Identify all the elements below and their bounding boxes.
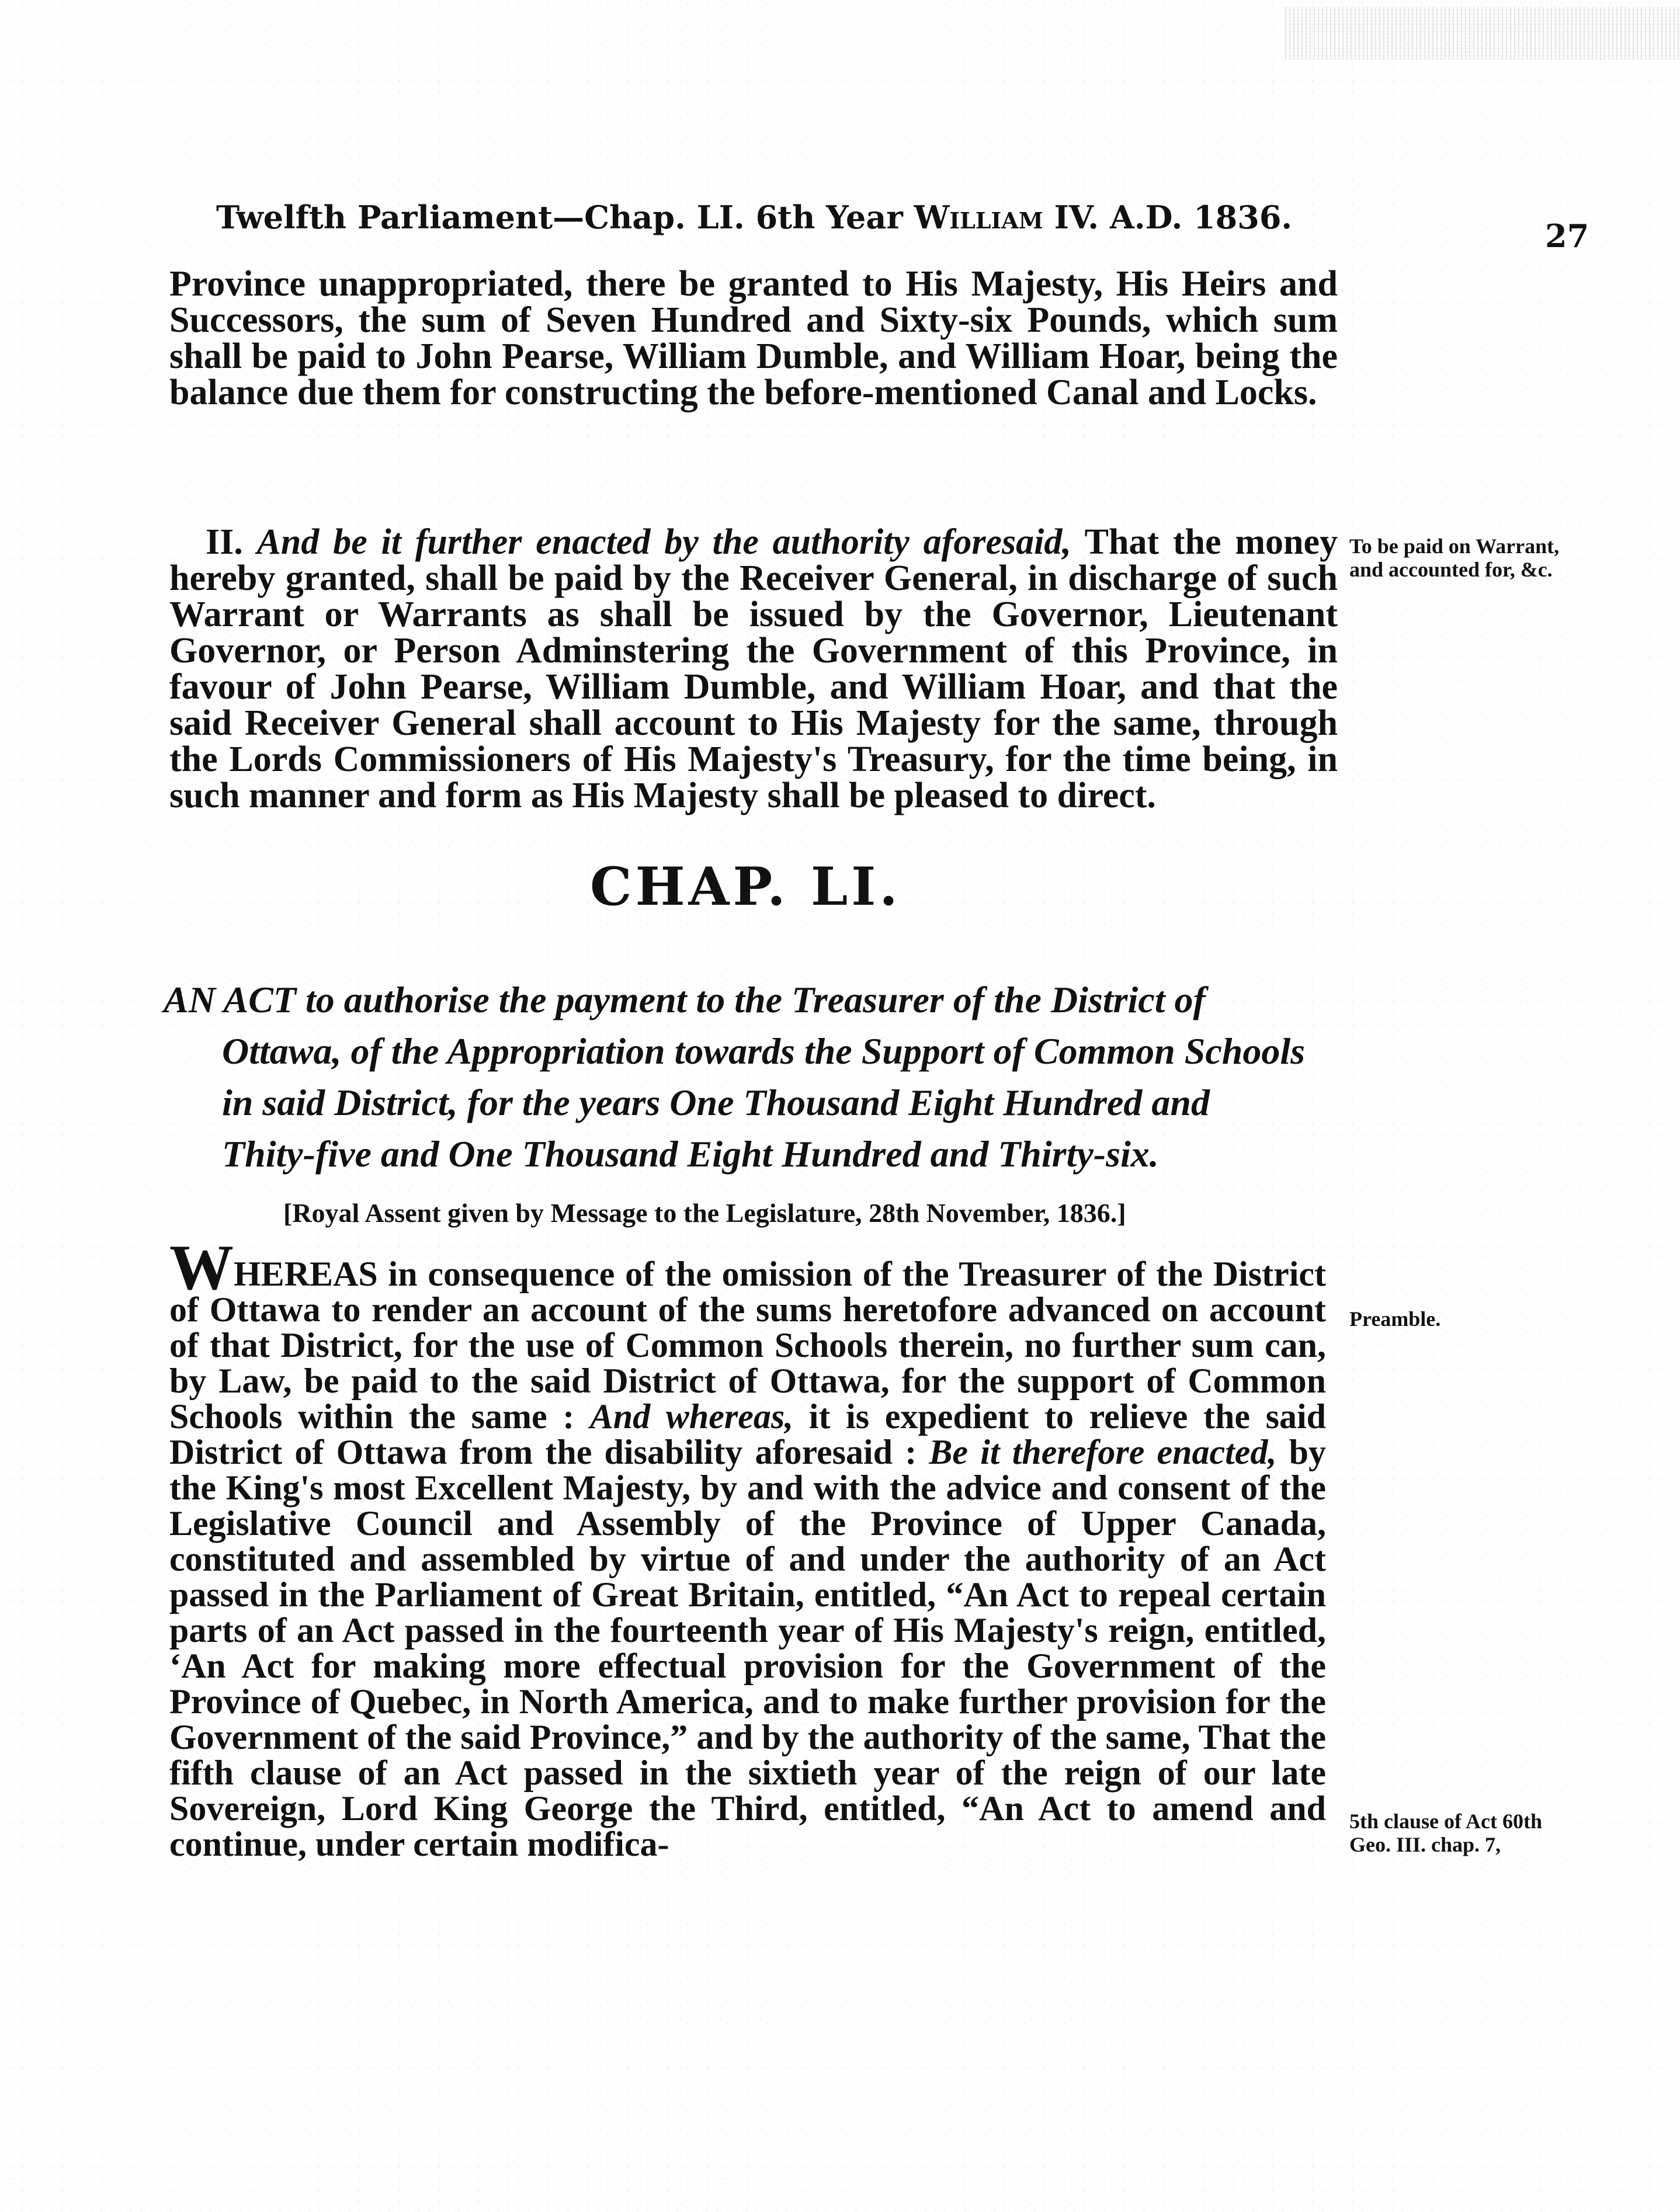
act-title-line: AN ACT to authorise the payment to the Treasurer of the District of [164,979,1206,1020]
royal-assent: [Royal Assent given by Message to the Legislature, 28th November, 1836.] [283,1198,1126,1228]
running-header [216,199,1326,236]
continuation-text: Province unappropriated, there be granted to His Majesty, His Heirs and Successors, the sum of Seven Hundred and Sixty-six Pounds, which sum shall be paid to John Pearse, William Dumble, and William Hoar, being the balance due them for constructing the before-mentioned Canal and Locks. [169,264,1338,412]
preamble-paragraph [169,1232,1326,1863]
page-number: 27 [1545,217,1589,255]
header-suffix: IV. A.D. 1836. [1043,199,1293,236]
act-title-line: Ottawa, of the Appropriation towards the Support of Common Schools [222,1030,1305,1072]
marginal-note-preamble: Preamble. [1349,1307,1441,1331]
first-word-rest: HEREAS [234,1255,378,1293]
continuation-paragraph [169,266,1338,411]
act-title-line: in said District, for the years One Thousand Eight Hundred and [222,1082,1210,1123]
preamble-text: in consequence of the omission of the Treasurer of the District of Ottawa to render an account of the sums heretofore advanced on account of that District, for the use of Common Schools therein, no further sum can, by Law, be paid to the said District of Ottawa, for the support of Common Schools within the same : [169,1255,1326,1436]
marginal-note-fifth-clause: 5th clause of Act 60th Geo. III. chap. 7, [1349,1810,1542,1856]
section-number: II. [206,522,243,562]
preamble-italic: And whereas, [589,1397,794,1436]
act-title [164,974,1332,1180]
preamble-text: by the King's most Excellent Majesty, by and with the advice and consent of the Legislative Council and Assembly of the Province of Upper Canada, constituted and assembled by virtue of and under the authority of an Act passed in the Parliament of Great Britain, entitled, “An Act to repeal certain parts of an Act passed in the fourteenth year of His Majesty's reign, entitled, ‘An Act for making more effectual provision for the Government of the Province of Quebec, in North America, and to make further provision for the Government of the said Province,” and by the authority of the same, That the fifth clause of an Act passed in the sixtieth year of the reign of our late Sovereign, Lord King George the Third, entitled, “An Act to amend and continue, under certain modifica- [169,1433,1326,1863]
header-king: William [914,199,1043,236]
marginal-note-warrant: To be paid on Warrant, and accounted for, &c. [1349,534,1560,581]
header-prefix: Twelfth Parliament—Chap. LI. 6th Year [216,199,914,236]
chapter-heading: CHAP. LI. [590,856,901,918]
section-two-text: That the money hereby granted, shall be paid by the Receiver General, in discharge of such Warrant or Warrants as shall be issued by the Governor, Lieutenant Governor, or Person Adminstering the Government of this Province, in favour of John Pearse, William Dumble, and William Hoar, and that the said Receiver General shall account to His Majesty for the same, through the Lords Commissioners of His Majesty's Treasury, for the time being, in such manner and form as His Majesty shall be pleased to direct. [169,522,1338,815]
drop-cap: W [169,1232,234,1303]
preamble-text: it is expedient to relieve the said District of Ottawa from the disability aforesaid : [169,1397,1326,1471]
scan-artifact [1285,7,1680,60]
section-two-paragraph [169,524,1338,814]
act-title-line: Thity-five and One Thousand Eight Hundred and Thirty-six. [222,1133,1159,1175]
enacting-clause: And be it further enacted by the authority aforesaid, [256,522,1071,562]
preamble-italic: Be it therefore enacted, [929,1433,1277,1471]
